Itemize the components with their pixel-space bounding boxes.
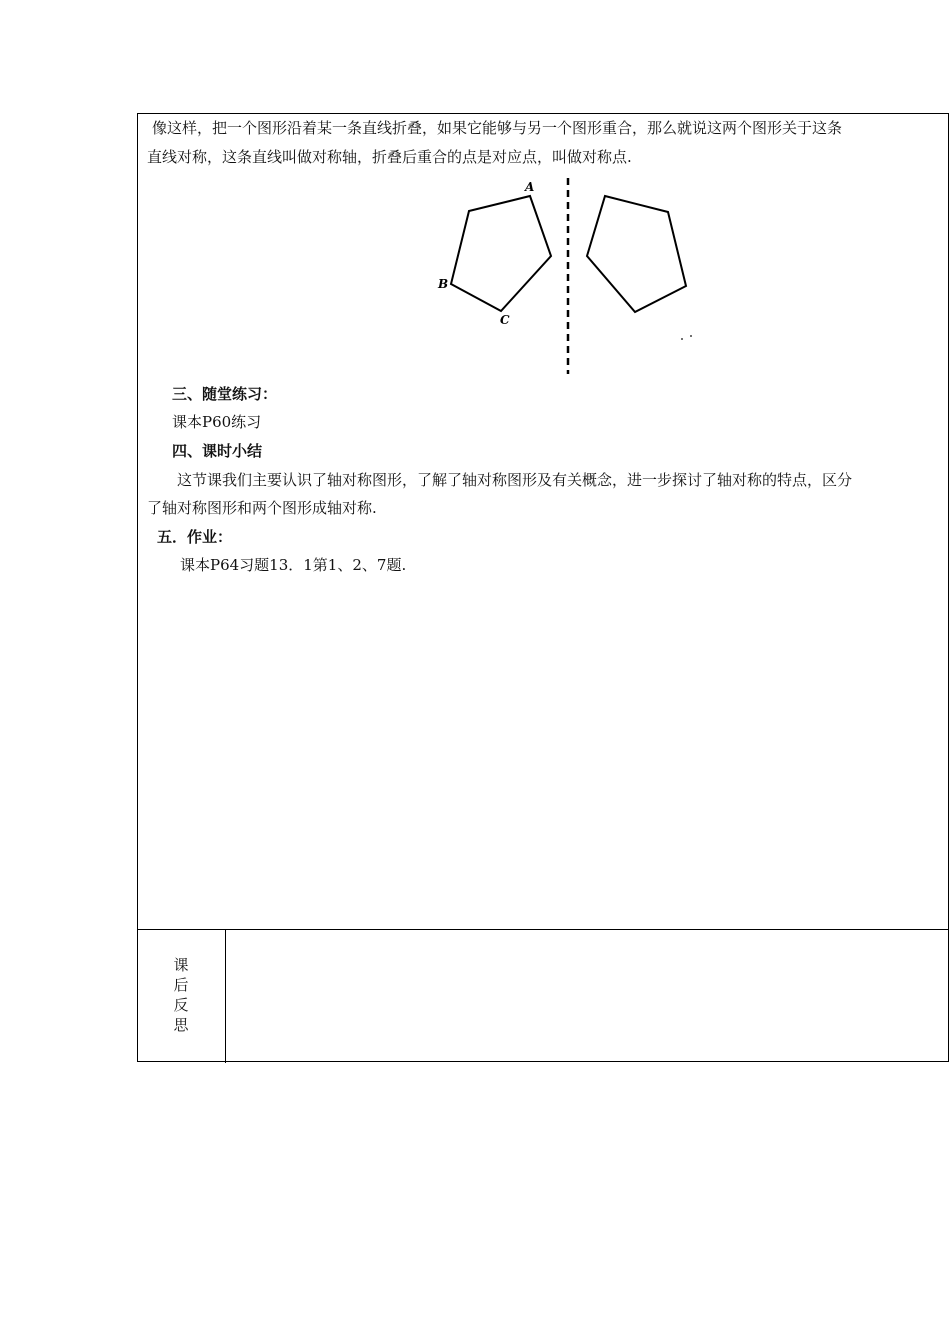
left-pentagon: [451, 196, 551, 311]
row-divider: [138, 929, 948, 930]
section-4-heading: 四、课时小结: [172, 442, 263, 460]
intro-line-2: 直线对称，这条直线叫做对称轴，折叠后重合的点是对应点，叫做对称点.: [147, 148, 632, 166]
point-a-label: A: [525, 180, 535, 194]
reflection-char: 后: [173, 976, 189, 994]
intro-line-1: 像这样，把一个图形沿着某一条直线折叠，如果它能够与另一个图形重合，那么就说这两个图形关于这条: [152, 119, 843, 137]
reflection-char: 思: [173, 1016, 189, 1034]
reflection-char: 反: [173, 996, 189, 1014]
section-3-text: 课本P60练习: [172, 413, 262, 431]
symmetry-figure: [430, 176, 700, 376]
stray-dot: [690, 335, 692, 337]
section-5-text: 课本P64习题13．1第1、2、7题.: [180, 556, 407, 574]
reflection-label: [165, 955, 197, 1035]
section-5-heading: 五．作业：: [157, 528, 233, 546]
section-3-heading: 三、随堂练习：: [172, 385, 278, 403]
stray-dot: [681, 338, 683, 340]
reflection-char: 课: [173, 956, 189, 974]
point-b-label: B: [438, 277, 449, 291]
section-4-line-2: 了轴对称图形和两个图形成轴对称.: [147, 499, 377, 517]
column-divider: [225, 929, 226, 1063]
right-pentagon: [587, 196, 686, 312]
point-c-label: C: [500, 313, 510, 327]
section-4-line-1: 这节课我们主要认识了轴对称图形，了解了轴对称图形及有关概念，进一步探讨了轴对称的特点，区分: [177, 471, 853, 489]
